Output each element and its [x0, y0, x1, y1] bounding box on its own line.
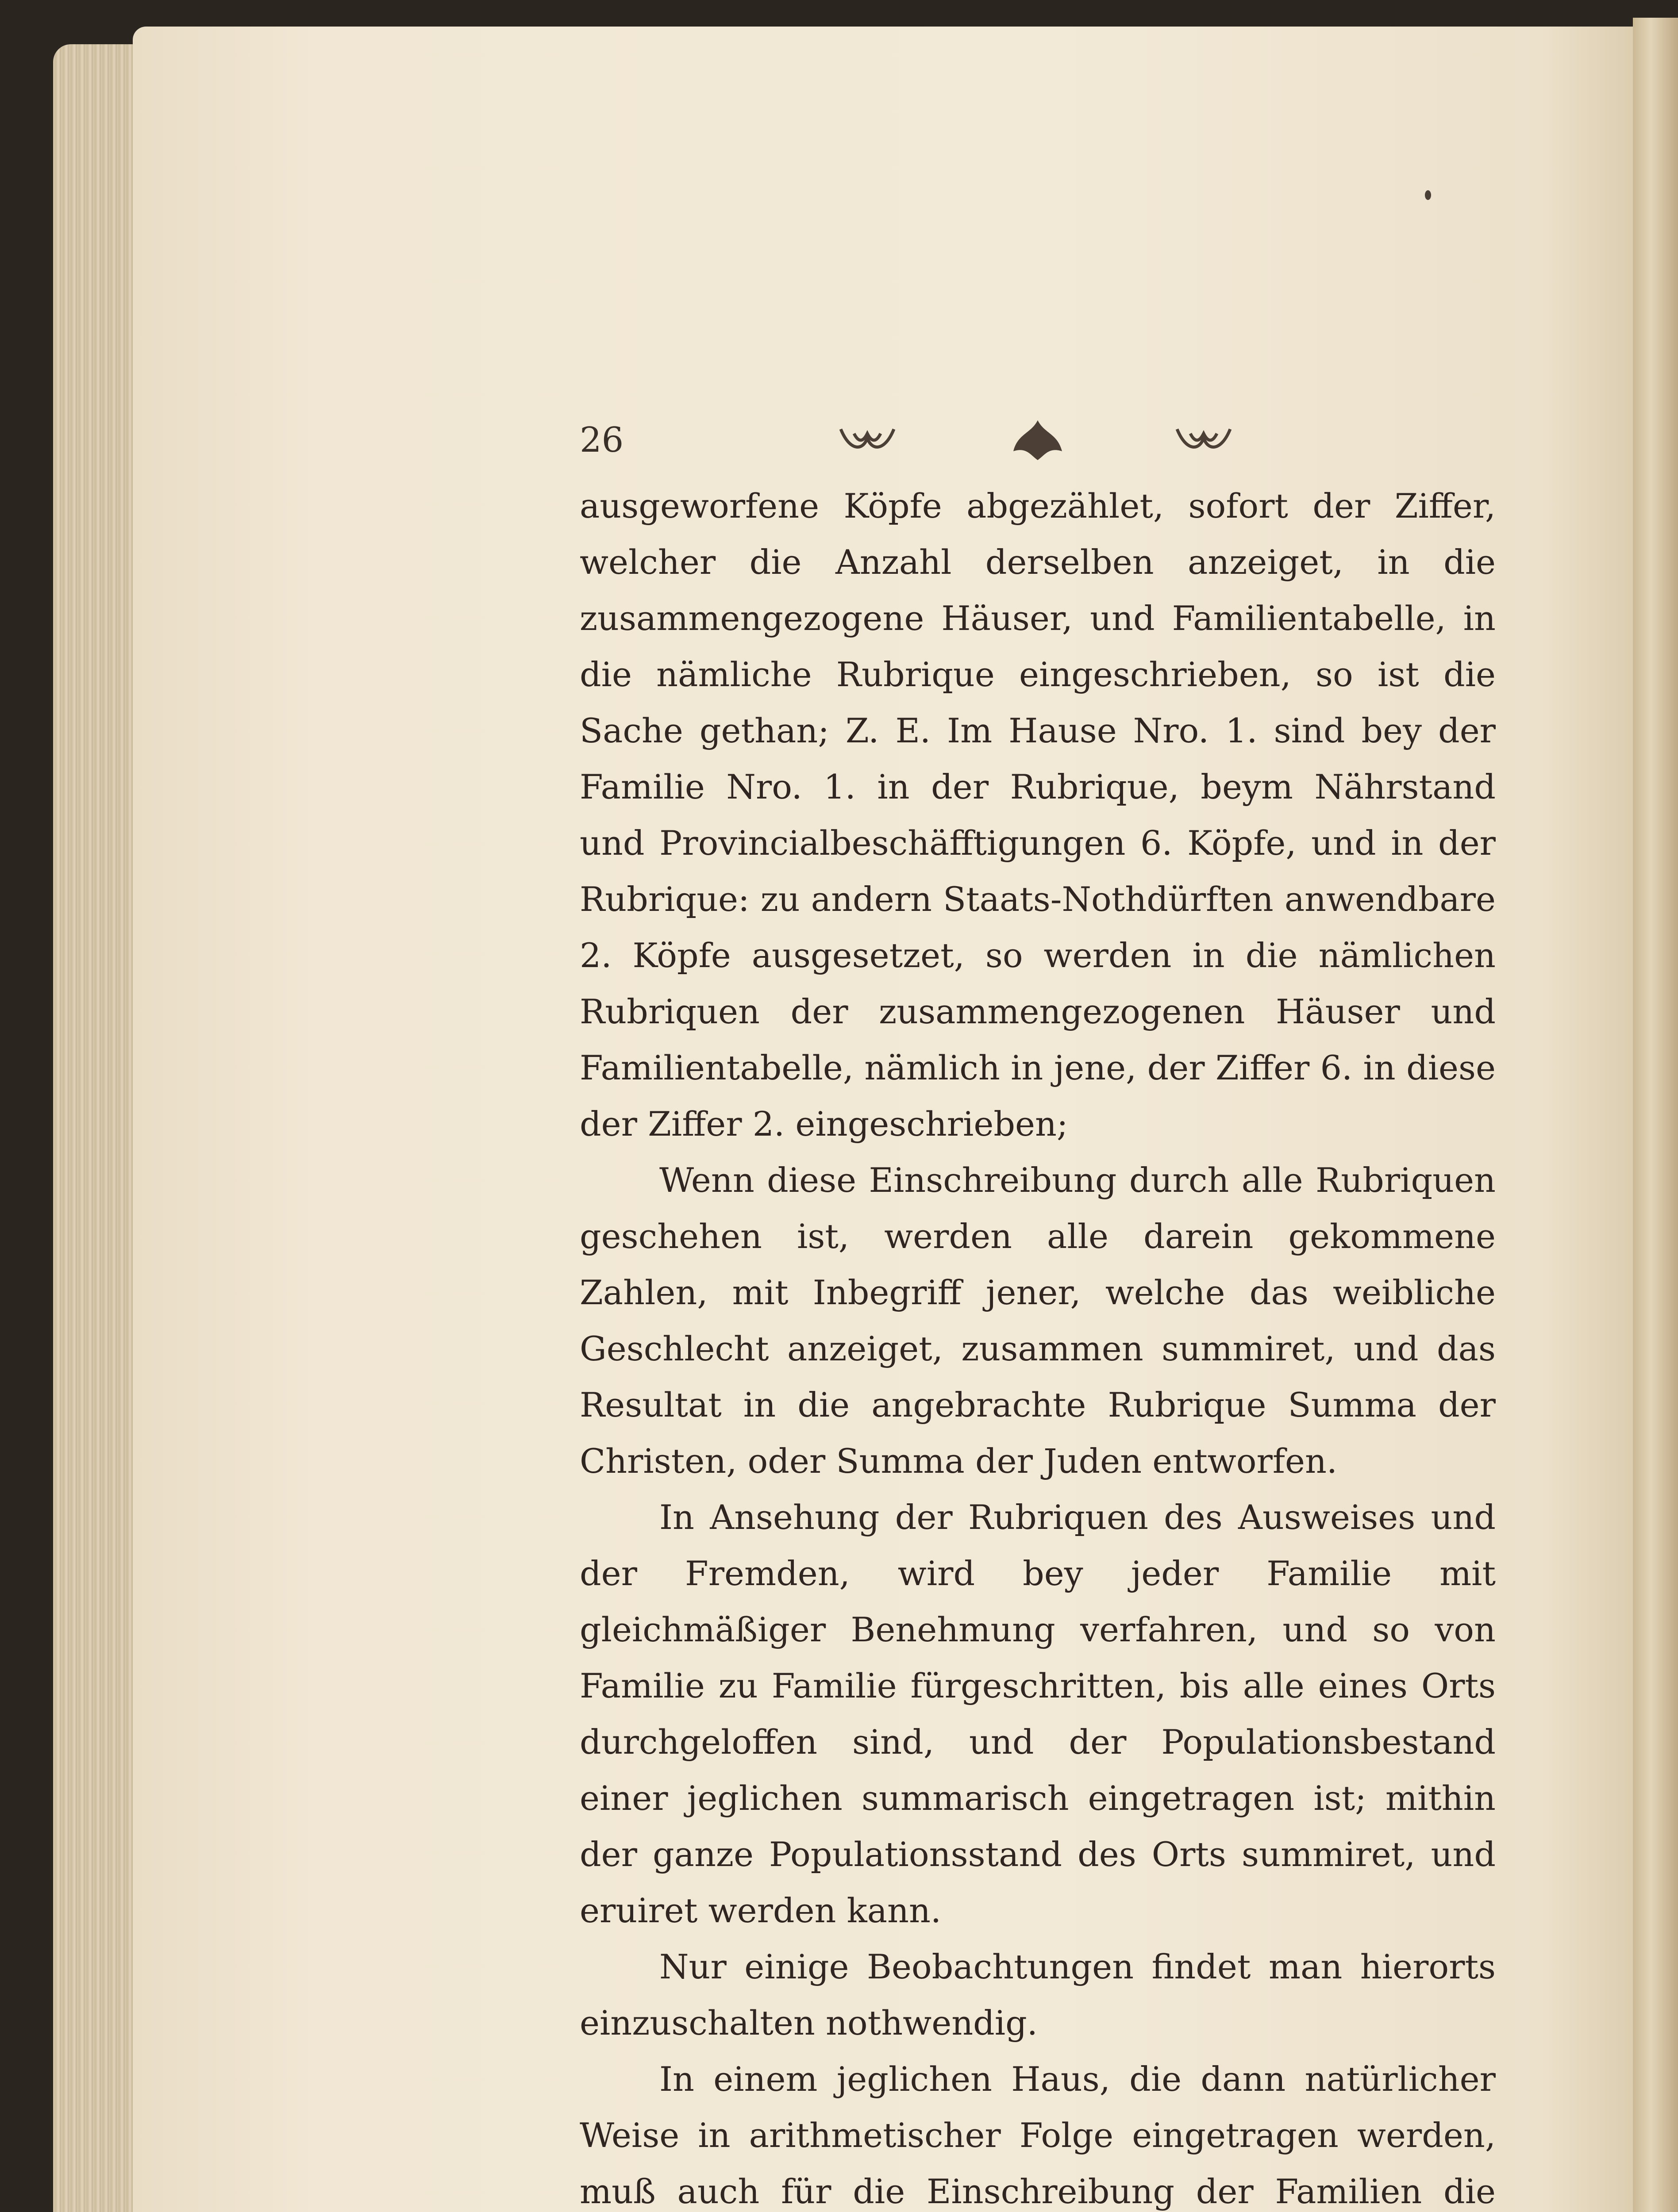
next-page-edge	[1633, 18, 1678, 2212]
ornament-left-icon	[836, 416, 898, 460]
paragraph-1: ausgeworfene Köpfe abgezählet, sofort der Ziffer, welcher die Anzahl derselben anzeiget, in die zusammengezogene Häuser, und Familientabelle, in die nämliche Rubrique eingeschrieben, so ist die Sache gethan; Z. E. Im Hause Nro. 1. sind bey der Familie Nro. 1. in der Rubrique, beym Nährstand und Provincialbeschäfftigungen 6. Köpfe, und in der Rubrique: zu andern Staats-Nothdürften anwendbare 2. Köpfe ausgesetzet, so werden in die nämlichen Rubriquen der zusammengezogenen Häuser und Familientabelle, nämlich in jene, der Ziffer 6. in diese der Ziffer 2. eingeschrieben;	[580, 486, 1496, 1144]
paragraph-3: In Ansehung der Rubriquen des Ausweises und der Fremden, wird bey jeder Familie mit gleichmäßiger Benehmung verfahren, und so von Familie zu Familie fürgeschritten, bis alle eines Orts durchgeloffen sind, und der Populationsbestand einer jeglichen summarisch eingetragen ist; mithin der ganze Populationsstand des Orts summiret, und eruiret werden kann.	[580, 1498, 1496, 1930]
page-header	[580, 411, 1496, 478]
paragraph-2: Wenn diese Einschreibung durch alle Rubriquen geschehen ist, werden alle darein gekommene Zahlen, mit Inbegriff jener, welche das weibliche Geschlecht anzeiget, zusammen summiret, und das Resultat in die angebrachte Rubrique Summa der Christen, oder Summa der Juden entworfen.	[580, 1160, 1496, 1481]
ink-spot	[1425, 190, 1431, 200]
ornament-center-icon	[1004, 416, 1071, 465]
paragraph-4: Nur einige Beobachtungen findet man hierorts einzuschalten nothwendig.	[580, 1947, 1496, 2043]
ornament-right-icon	[1173, 416, 1235, 460]
page-content	[580, 411, 1496, 2212]
paragraph-5: In einem jeglichen Haus, die dann natürlicher Weise in arithmetischer Folge eingetragen werden, muß auch für die Einschreibung der Familien die	[580, 2059, 1496, 2211]
page-number: 26	[580, 420, 624, 460]
header-ornaments	[827, 416, 1252, 465]
